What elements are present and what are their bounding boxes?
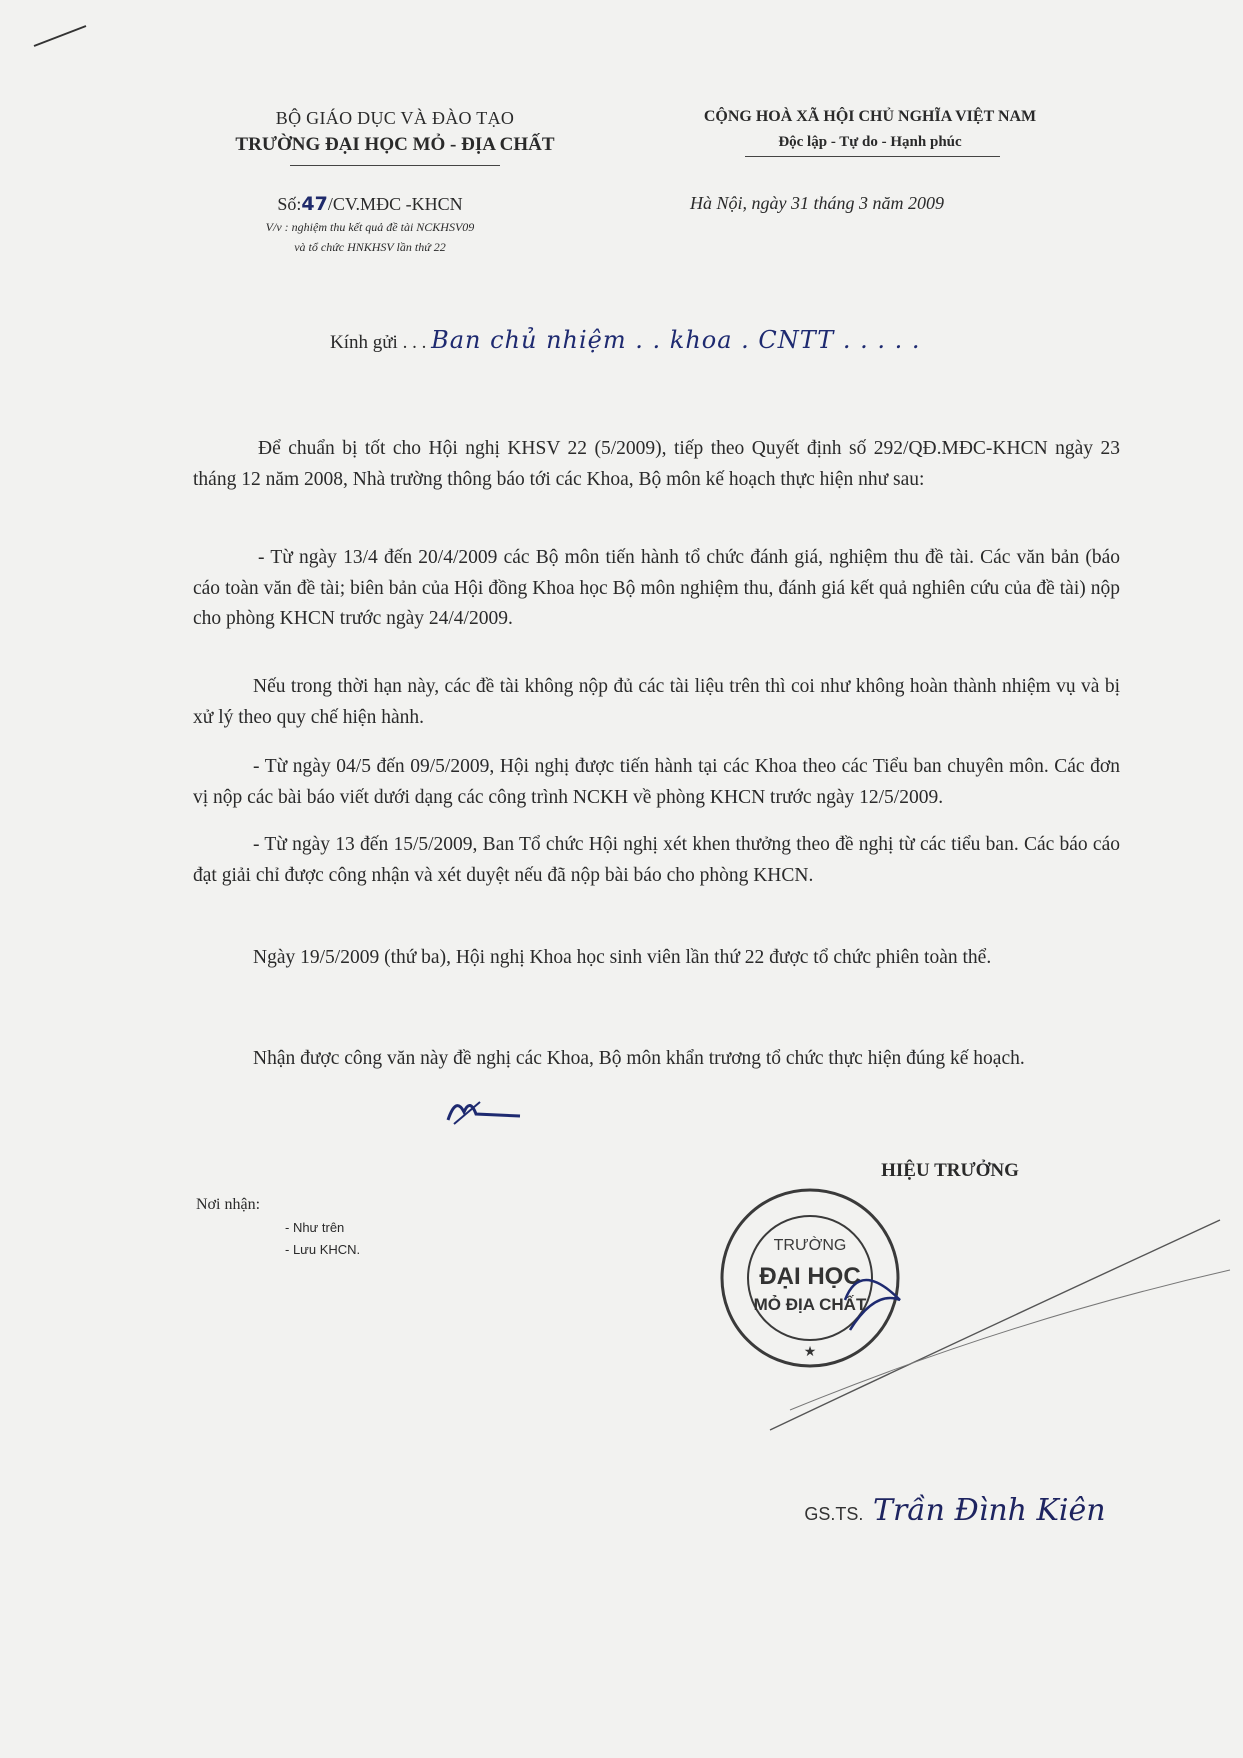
initials-mark <box>440 1090 530 1130</box>
stamp-line-2: ĐẠI HỌC <box>759 1263 861 1290</box>
body-paragraph-3: Nếu trong thời hạn này, các đề tài không nộp đủ các tài liệu trên thì coi như không hoàn thành nhiệm vụ và bị xử lý theo quy chế hiện hành. <box>193 676 1120 728</box>
signature-stroke <box>760 1180 1240 1440</box>
recipient-line <box>330 326 1030 354</box>
signatory-title: HIỆU TRƯỞNG <box>881 1160 1019 1181</box>
body-paragraph-2: - Từ ngày 13/4 đến 20/4/2009 các Bộ môn tiến hành tổ chức đánh giá, nghiệm thu đề tài. Các văn bản (báo cáo toàn văn đề tài; biên bản của Hội đồng Khoa học Bộ môn nghiệm thu, đánh giá kết quả nghiên cứu của đề tài) nộp cho phòng KHCN trước ngày 24/4/2009. <box>193 547 1120 629</box>
body-paragraph-7: Nhận được công văn này đề nghị các Khoa, Bộ môn khẩn trương tổ chức thực hiện đúng kế hoạch. <box>253 1048 1025 1069</box>
number-prefix: Số: <box>277 194 302 214</box>
national-motto: Độc lập - Tự do - Hạnh phúc <box>778 134 962 150</box>
stamp-line-1: TRƯỜNG <box>773 1237 847 1254</box>
body-paragraph-6: Ngày 19/5/2009 (thứ ba), Hội nghị Khoa học sinh viên lần thứ 22 được tổ chức phiên toàn thể. <box>253 947 992 968</box>
number-code: /CV.MĐC -KHCN <box>327 194 463 214</box>
stamp-star-icon: ★ <box>803 1345 817 1360</box>
country-name: CỘNG HOÀ XÃ HỘI CHỦ NGHĨA VIỆT NAM <box>703 108 1037 125</box>
signatory-name <box>755 1493 1155 1528</box>
ministry-name: BỘ GIÁO DỤC VÀ ĐÀO TẠO <box>275 108 515 128</box>
recipients-label: Nơi nhận: <box>196 1196 261 1213</box>
body-paragraph-5: - Từ ngày 13 đến 15/5/2009, Ban Tổ chức Hội nghị xét khen thưởng theo đề nghị từ các tiểu ban. Các báo cáo đạt giải chỉ được công nhận và xét duyệt nếu đã nộp bài báo cho phòng KHCN. <box>193 834 1120 886</box>
recipient-label: Kính gửi . . . <box>330 332 427 353</box>
header-left-rule <box>290 165 500 166</box>
signatory-fullname: Trần Đình Kiên <box>872 1493 1106 1528</box>
body-paragraph-1: Để chuẩn bị tốt cho Hội nghị KHSV 22 (5/2009), tiếp theo Quyết định số 292/QĐ.MĐC-KHCN ngày 23 tháng 12 năm 2008, Nhà trường thông báo tới các Khoa, Bộ môn kế hoạch thực hiện như sau: <box>193 438 1120 490</box>
recipients-item: - Lưu KHCN. <box>285 1242 361 1257</box>
number-handwritten: 47 <box>301 193 328 215</box>
pen-mark <box>30 22 90 52</box>
signatory-degree: GS.TS. <box>804 1504 864 1524</box>
stamp-line-3: MỎ ĐỊA CHẤT <box>753 1295 867 1314</box>
university-name: TRƯỜNG ĐẠI HỌC MỎ - ĐỊA CHẤT <box>235 134 555 155</box>
recipients-item: - Như trên <box>285 1220 345 1235</box>
document-date: Hà Nội, ngày 31 tháng 3 năm 2009 <box>690 193 944 213</box>
subject-line-2: và tổ chức HNKHSV lần thứ 22 <box>294 240 446 254</box>
recipient-handwritten: Ban chủ nhiệm . . khoa . CNTT . . . . . <box>431 326 921 354</box>
subject-line-1: V/v : nghiệm thu kết quả đề tài NCKHSV09 <box>265 220 475 234</box>
document-number <box>190 193 550 215</box>
header-right-rule <box>745 156 1000 157</box>
body-paragraph-4: - Từ ngày 04/5 đến 09/5/2009, Hội nghị được tiến hành tại các Khoa theo các Tiểu ban chuyên môn. Các đơn vị nộp các bài báo viết dưới dạng các công trình NCKH về phòng KHCN trước ngày 12/5/2009. <box>193 756 1120 808</box>
